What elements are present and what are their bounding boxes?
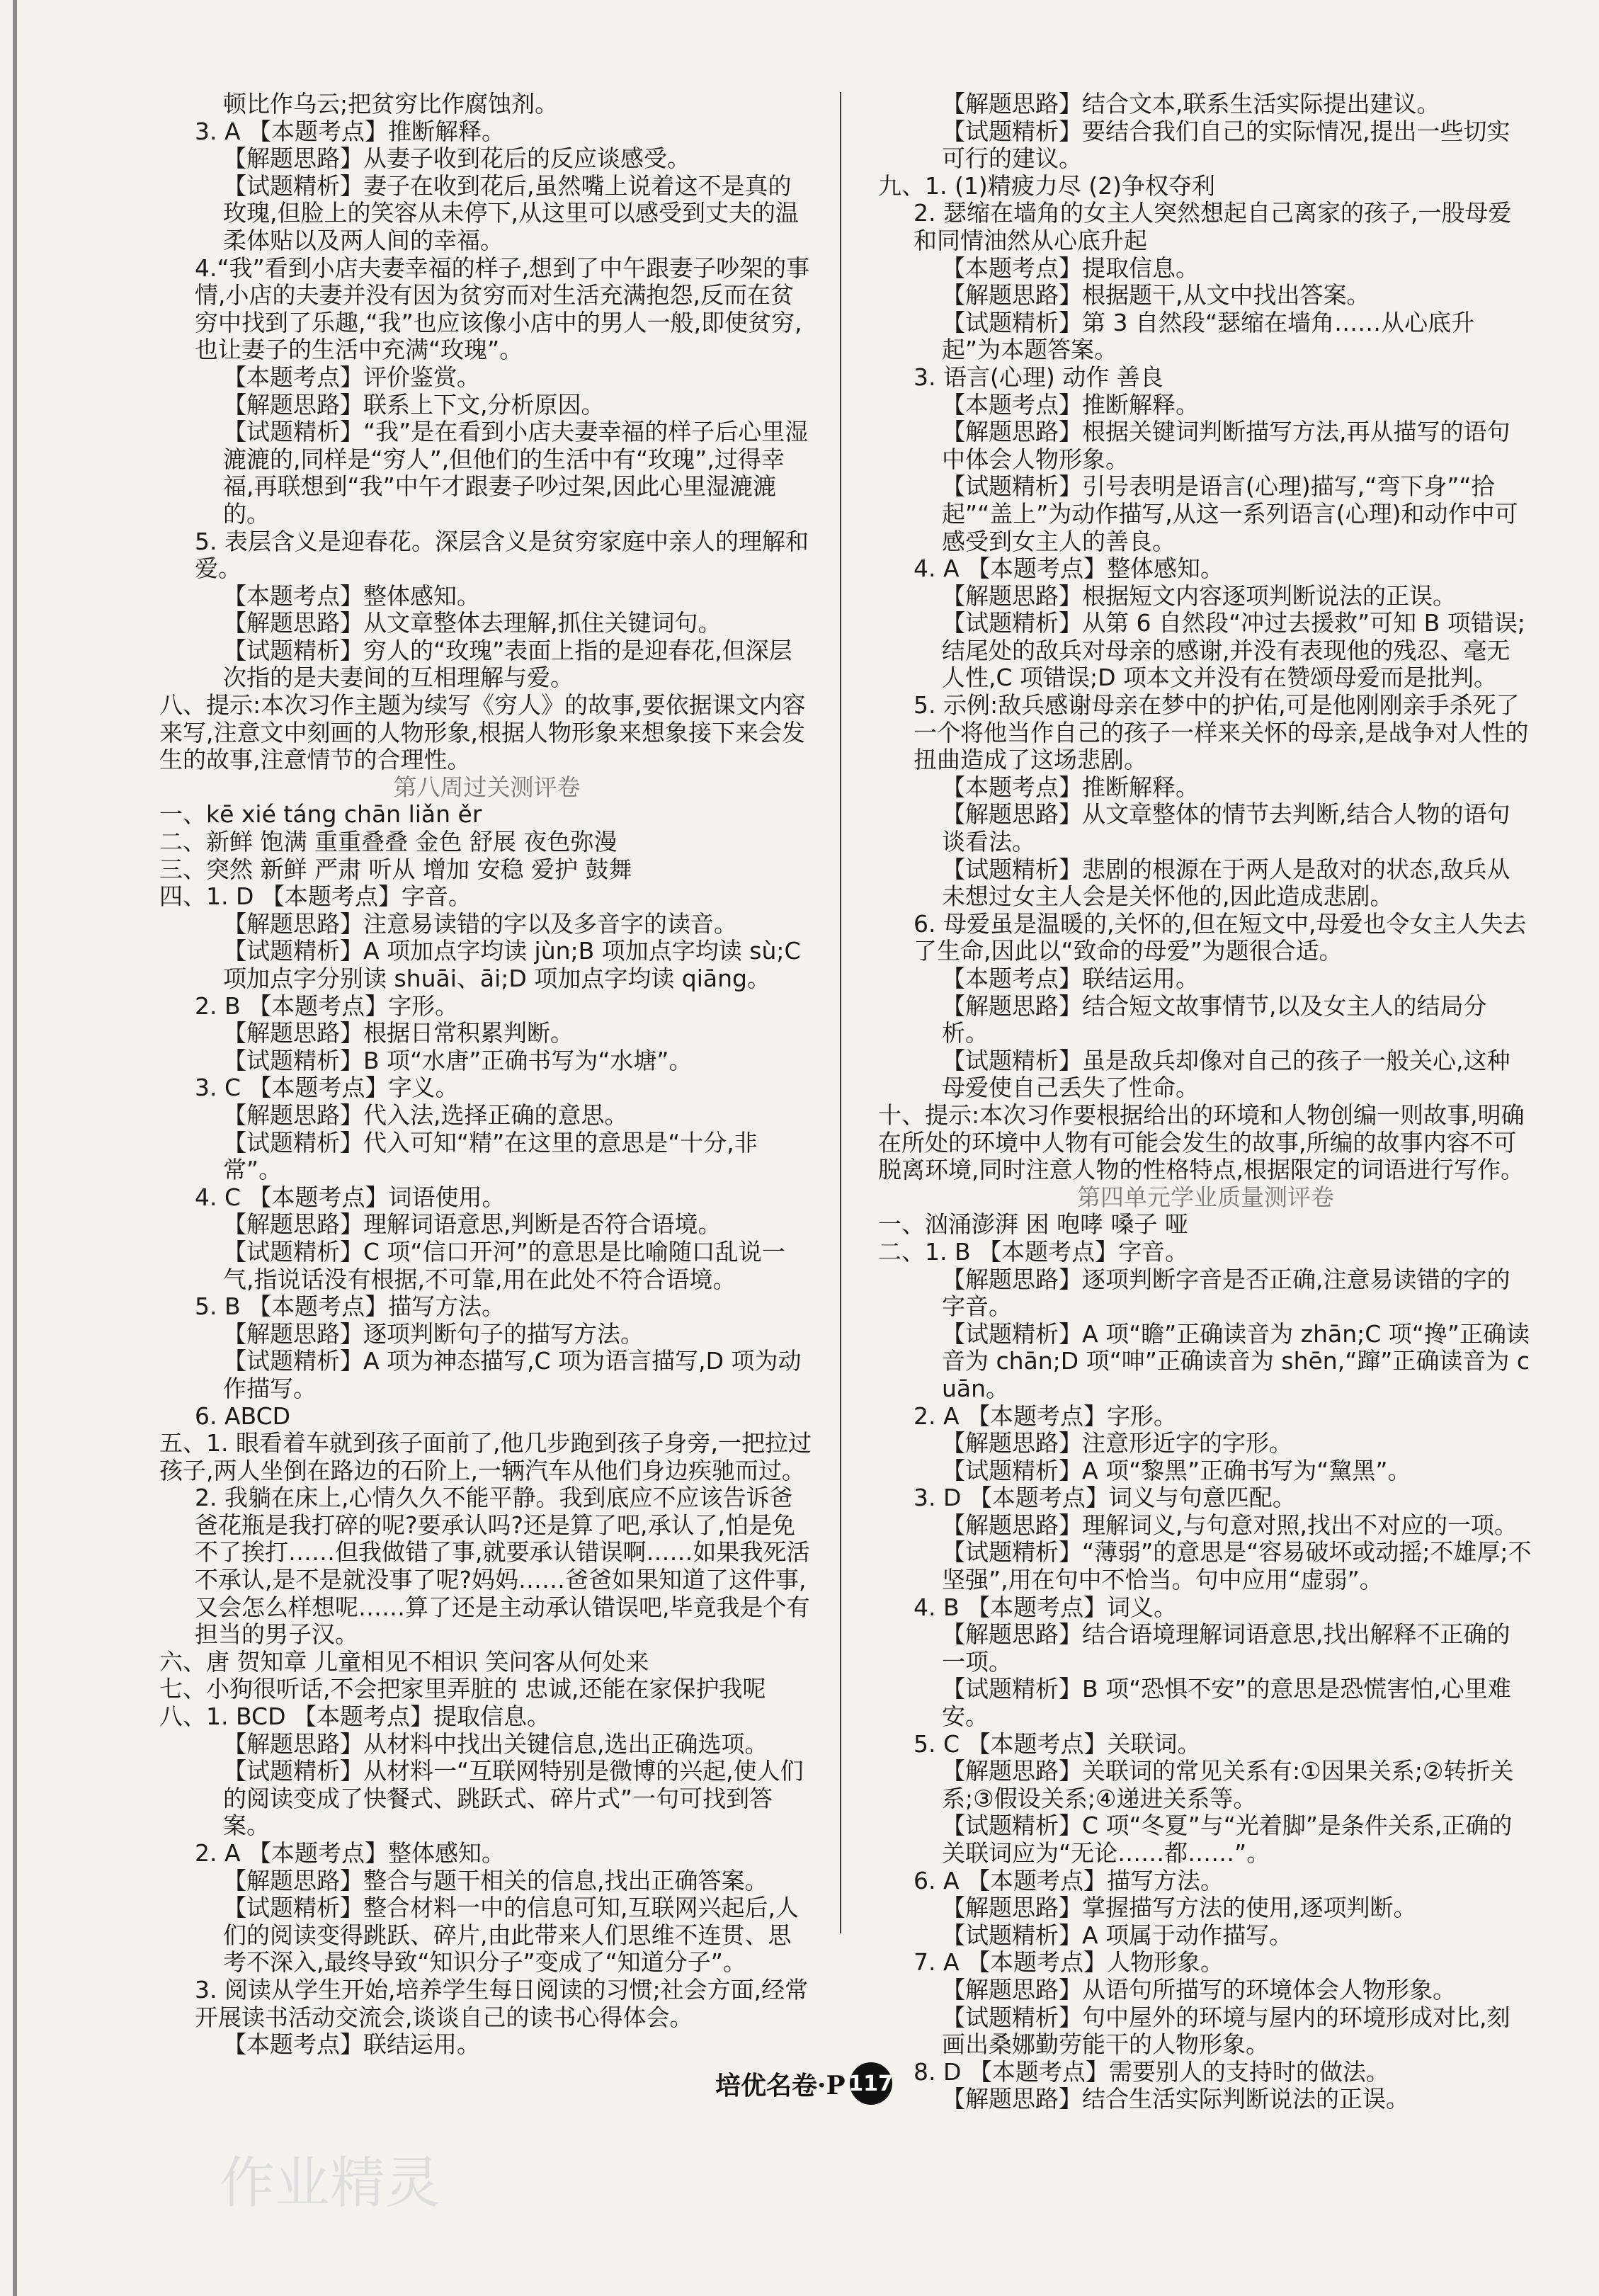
text-line: 十、提示:本次习作要根据给出的环境和人物创编一则故事,明确在所处的环境中人物有可能会发生的故事,所编的故事内容不可脱离环境,同时注意人物的性格特点,根据限定的词语进行写作。	[878, 1101, 1525, 1184]
text-line: 【试题精析】句中屋外的环境与屋内的环境形成对比,刻画出桑娜勤劳能干的人物形象。	[942, 2003, 1510, 2059]
text-line: 【解题思路】关联词的常见关系有:①因果关系;②转折关系;③假设关系;④递进关系等。	[942, 1757, 1514, 1812]
text-line: 【试题精析】从第 6 自然段“冲过去援救”可知 B 项错误;结尾处的敌兵对母亲的感谢,并没有表现他的残忍、毫无人性,C 项错误;D 项本文并没有在赞颂母爱而是批判。	[942, 609, 1525, 692]
text-line: 【试题精析】悲剧的根源在于两人是敌对的状态,敌兵从未想过女主人会是关怀他的,因此造成悲剧。	[942, 855, 1510, 911]
page-footer	[715, 2062, 892, 2105]
text-line: 【试题精析】妻子在收到花后,虽然嘴上说着这不是真的玫瑰,但脸上的笑容从未停下,从这里可以感受到丈夫的温柔体贴以及两人间的幸福。	[223, 171, 799, 254]
text-line: 六、唐 贺知章 儿童相见不相识 笑问客从何处来	[159, 1647, 649, 1676]
text-line: 【试题精析】要结合我们自己的实际情况,提出一些切实可行的建议。	[942, 117, 1510, 173]
text-line: 【解题思路】结合生活实际判断说法的正误。	[942, 2085, 1409, 2113]
text-line: 【试题精析】A 项“黎黑”正确书写为“黧黑”。	[942, 1456, 1411, 1484]
text-line: 三、突然 新鲜 严肃 听从 增加 安稳 爱护 鼓舞	[159, 855, 632, 883]
text-line: 6. 母爱虽是温暖的,关怀的,但在短文中,母爱也令女主人失去了生命,因此以“致命的母爱”为题很合适。	[914, 909, 1527, 965]
text-line: 4. B 【本题考点】词义。	[914, 1593, 1178, 1621]
text-line: 【试题精析】B 项“水唐”正确书写为“水塘”。	[223, 1046, 693, 1074]
text-line: 【本题考点】提取信息。	[942, 254, 1199, 282]
text-line: 【解题思路】逐项判断句子的描写方法。	[223, 1319, 644, 1348]
text-line: 【试题精析】B 项“恐惧不安”的意思是恐慌害怕,心里难安。	[942, 1675, 1511, 1731]
text-line: 【试题精析】引号表明是语言(心理)描写,“弯下身”“拾起”“盖上”为动作描写,从这一系列语言(心理)和动作中可感受到女主人的善良。	[942, 472, 1518, 555]
text-line: 二、1. B 【本题考点】字音。	[878, 1237, 1189, 1266]
text-line: 7. A 【本题考点】人物形象。	[914, 1948, 1224, 1977]
text-line: 8. D 【本题考点】需要别人的支持时的做法。	[914, 2057, 1389, 2086]
text-line: 【解题思路】从材料中找出关键信息,选出正确选项。	[223, 1729, 768, 1758]
text-line: 4.“我”看到小店夫妻幸福的样子,想到了中午跟妻子吵架的事情,小店的夫妻并没有因为贫穷而对生活充满抱怨,反而在贫穷中找到了乐趣,“我”也应该像小店中的男人一般,即使贫穷,也让妻子的生活中充满“玫瑰”。	[195, 254, 810, 364]
text-line: 2. 瑟缩在墙角的女主人突然想起自己离家的孩子,一股母爱和同情油然从心底升起	[914, 199, 1512, 254]
text-line: 一、汹涌澎湃 困 咆哮 嗓子 哑	[878, 1210, 1188, 1239]
text-line: 【解题思路】联系上下文,分析原因。	[223, 390, 605, 419]
text-line: 【解题思路】理解词语意思,判断是否符合语境。	[223, 1210, 722, 1239]
column-divider	[840, 92, 841, 1933]
text-line: 5. 表层含义是迎春花。深层含义是贫穷家庭中亲人的理解和爱。	[195, 527, 809, 583]
text-line: 3. C 【本题考点】字义。	[195, 1074, 459, 1102]
text-line: 6. ABCD	[195, 1402, 291, 1430]
text-line: 【解题思路】代入法,选择正确的意思。	[223, 1101, 628, 1129]
text-line: 【试题精析】第 3 自然段“瑟缩在墙角……从心底升起”为本题答案。	[942, 308, 1475, 364]
text-line: 【解题思路】理解词义,与句意对照,找出不对应的一项。	[942, 1511, 1518, 1539]
text-line: 【解题思路】从文章整体去理解,抓住关键词句。	[223, 609, 722, 637]
text-line: 顿比作乌云;把贫穷比作腐蚀剂。	[223, 90, 559, 118]
brand-label: 培优名卷·P	[715, 2070, 846, 2101]
left-column	[159, 91, 814, 2059]
text-line: 2. A 【本题考点】整体感知。	[195, 1839, 506, 1867]
text-line: 3. A 【本题考点】推断解释。	[195, 117, 506, 145]
text-line: 4. C 【本题考点】词语使用。	[195, 1183, 506, 1211]
text-line: 二、新鲜 饱满 重重叠叠 金色 舒展 夜色弥漫	[159, 828, 618, 856]
text-line: 【试题精析】A 项为神态描写,C 项为语言描写,D 项为动作描写。	[223, 1347, 802, 1402]
text-line: 5. B 【本题考点】描写方法。	[195, 1292, 506, 1321]
text-line: 【试题精析】代入可知“精”在这里的意思是“十分,非常”。	[223, 1128, 758, 1184]
watermark: 作业精灵	[220, 2152, 441, 2215]
text-line: 5. C 【本题考点】关联词。	[914, 1729, 1201, 1758]
text-line: 【本题考点】推断解释。	[942, 390, 1199, 419]
text-line: 【本题考点】推断解释。	[942, 773, 1199, 801]
text-line: 【本题考点】整体感知。	[223, 581, 480, 610]
text-line: 【试题精析】“我”是在看到小店夫妻幸福的样子后心里湿漉漉的,同样是“穷人”,但他们的生活中有“玫瑰”,过得幸福,再联想到“我”中午才跟妻子吵过架,因此心里湿漉漉的。	[223, 418, 809, 528]
text-line: 【试题精析】“薄弱”的意思是“容易破坏或动摇;不雄厚;不坚强”,用在句中不恰当。句中应用“虚弱”。	[942, 1538, 1532, 1594]
text-line: 七、小狗很听话,不会把家里弄脏的 忠诚,还能在家保护我呢	[159, 1675, 766, 1703]
text-line: 【解题思路】结合短文故事情节,以及女主人的结局分析。	[942, 991, 1487, 1047]
text-line: 五、1. 眼看着车就到孩子面前了,他几步跑到孩子身旁,一把拉过孩子,两人坐倒在路边的石阶上,一辆汽车从他们身边疾驰而过。	[159, 1429, 812, 1484]
text-line: 【解题思路】根据短文内容逐项判断说法的正误。	[942, 581, 1456, 610]
text-line: 【试题精析】虽是敌兵却像对自己的孩子一般关心,这种母爱使自己丢失了性命。	[942, 1046, 1510, 1102]
page-edge	[13, 0, 17, 2296]
text-line: 八、提示:本次习作主题为续写《穷人》的故事,要依据课文内容来写,注意文中刻画的人物形象,根据人物形象来想象接下来会发生的故事,注意情节的合理性。	[159, 691, 806, 774]
text-line: 四、1. D 【本题考点】字音。	[159, 882, 472, 911]
text-line: 【解题思路】根据题干,从文中找出答案。	[942, 281, 1370, 309]
text-line: 九、1. (1)精疲力尽 (2)争权夺利	[878, 171, 1215, 200]
text-line: 3. D 【本题考点】词义与句意匹配。	[914, 1484, 1296, 1512]
text-line: 【试题精析】C 项“冬夏”与“光着脚”是条件关系,正确的关联词应为“无论……都……”。	[942, 1812, 1513, 1867]
text-line: 【解题思路】从文章整体的情节去判断,结合人物的语句谈看法。	[942, 800, 1510, 856]
text-line: 6. A 【本题考点】描写方法。	[914, 1866, 1224, 1894]
text-line: 【解题思路】注意形近字的字形。	[942, 1429, 1292, 1457]
text-line: 【解题思路】从语句所描写的环境体会人物形象。	[942, 1975, 1456, 2004]
text-line: 2. B 【本题考点】字形。	[195, 991, 459, 1020]
text-line: 4. A 【本题考点】整体感知。	[914, 555, 1224, 583]
text-line: 【试题精析】A 项加点字均读 jùn;B 项加点字均读 sù;C 项加点字分别读 shuāi、āi;D 项加点字均读 qiāng。	[223, 937, 801, 992]
text-line: 2. 我躺在床上,心情久久不能平静。我到底应不应该告诉爸爸花瓶是我打碎的呢?要承认吗?还是算了吧,承认了,怕是免不了挨打……但我做错了事,就要承认错误啊……如果我死活不承认,是不是就没事了呢?妈妈……爸爸如果知道了这件事,又会怎么样想呢……算了还是主动承认错误吧,毕竟我是个有担当的男子汉。	[195, 1484, 810, 1649]
text-line: 【解题思路】根据日常积累判断。	[223, 1019, 574, 1047]
text-line: 【解题思路】掌握描写方法的使用,逐项判断。	[942, 1894, 1417, 1922]
text-line: 【解题思路】整合与题干相关的信息,找出正确答案。	[223, 1866, 768, 1894]
section-heading: 第四单元学业质量测评卷	[1077, 1183, 1334, 1211]
right-column	[878, 91, 1533, 2113]
text-line: 3. 语言(心理) 动作 善良	[914, 363, 1163, 391]
text-line: 【解题思路】从妻子收到花后的反应谈感受。	[223, 144, 690, 173]
text-line: 【本题考点】联结运用。	[223, 2030, 480, 2059]
text-line: 【试题精析】整合材料一中的信息可知,互联网兴起后,人们的阅读变得跳跃、碎片,由此带来人们思维不连贯、思考不深入,最终导致“知识分子”变成了“知道分子”。	[223, 1894, 799, 1977]
text-line: 3. 阅读从学生开始,培养学生每日阅读的习惯;社会方面,经常开展读书活动交流会,谈谈自己的读书心得体会。	[195, 1975, 809, 2031]
text-line: 2. A 【本题考点】字形。	[914, 1402, 1178, 1430]
page-number: 117	[850, 2062, 892, 2105]
section-heading: 第八周过关测评卷	[393, 773, 581, 801]
text-line: 【试题精析】从材料一“互联网特别是微博的兴起,使人们的阅读变成了快餐式、跳跃式、碎片式”一句可找到答案。	[223, 1757, 804, 1840]
text-line: 【解题思路】注意易读错的字以及多音字的读音。	[223, 909, 737, 938]
text-line: 【试题精析】C 项“信口开河”的意思是比喻随口乱说一气,指说话没有根据,不可靠,用在此处不符合语境。	[223, 1237, 785, 1293]
text-line: 【试题精析】穷人的“玫瑰”表面上指的是迎春花,但深层次指的是夫妻间的互相理解与爱。	[223, 636, 792, 692]
text-line: 【解题思路】根据关键词判断描写方法,再从描写的语句中体会人物形象。	[942, 418, 1510, 473]
text-line: 【本题考点】评价鉴赏。	[223, 363, 480, 391]
text-line: 一、kē xié táng chān liǎn ěr	[159, 800, 482, 829]
text-line: 5. 示例:敌兵感谢母亲在梦中的护佑,可是他刚刚亲手杀死了一个将他当作自己的孩子一样来关怀的母亲,是战争对人性的扭曲造成了这场悲剧。	[914, 691, 1529, 774]
text-line: 【解题思路】结合文本,联系生活实际提出建议。	[942, 90, 1440, 118]
text-line: 【试题精析】A 项“瞻”正确读音为 zhān;C 项“搀”正确读音为 chān;D 项“呻”正确读音为 shēn,“蹿”正确读音为 cuān。	[942, 1319, 1530, 1402]
text-line: 【本题考点】联结运用。	[942, 965, 1199, 992]
text-line: 八、1. BCD 【本题考点】提取信息。	[159, 1703, 550, 1731]
text-line: 【解题思路】逐项判断字音是否正确,注意易读错的字的字音。	[942, 1265, 1510, 1321]
text-line: 【试题精析】A 项属于动作描写。	[942, 1921, 1293, 1949]
text-line: 【解题思路】结合语境理解词语意思,找出解释不正确的一项。	[942, 1620, 1510, 1676]
